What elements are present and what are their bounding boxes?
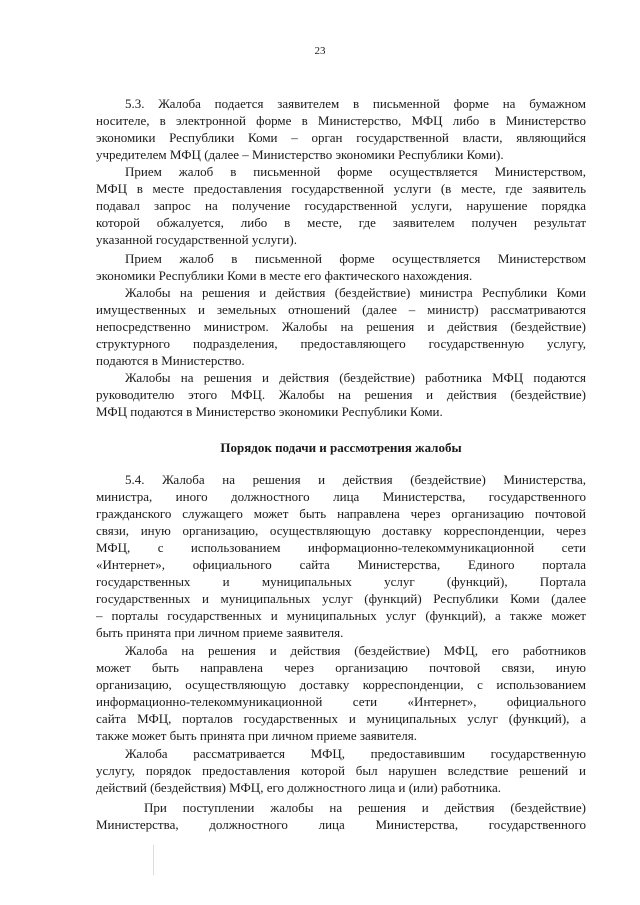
text-line: государственных и муниципальных услуг (функций) Республики Коми (далее [96, 591, 586, 606]
text-line: Прием жалоб в письменной форме осуществляется Министерством, [125, 164, 586, 179]
text-line: экономики Республики Коми в месте его фактического нахождения. [96, 268, 473, 283]
text-line: 5.4. Жалоба на решения и действия (бездействие) Министерства, [125, 472, 586, 487]
text-line: непосредственно министром. Жалобы на решения и действия (бездействие) [96, 319, 586, 334]
text-line: Министерства, должностного лица Министерства, государственного [96, 817, 586, 832]
text-line: МФЦ, с использованием информационно-телекоммуникационной сети [96, 540, 586, 555]
text-line: подавал запрос на получение государственной услуги, нарушение порядка [96, 198, 586, 213]
text-line: Прием жалоб в письменной форме осуществляется Министерством [125, 251, 586, 266]
text-line: Жалобы на решения и действия (бездействие) работника МФЦ подаются [125, 370, 586, 385]
text-line: услугу, порядок предоставления которой был нарушен вследствие решений и [96, 763, 586, 778]
text-line: «Интернет», официального сайта Министерства, Единого портала [96, 557, 586, 572]
page-number: 23 [314, 45, 326, 57]
text-line: Жалоба рассматривается МФЦ, предоставившим государственную [125, 746, 586, 761]
section-heading: Порядок подачи и рассмотрения жалобы [220, 440, 462, 455]
text-line: структурного подразделения, предоставляющего государственную услугу, [96, 336, 586, 351]
text-line: информационно-телекоммуникационной сети «Интернет», официального [96, 694, 586, 709]
text-line: руководителю этого МФЦ. Жалобы на решения и действия (бездействие) [96, 387, 586, 402]
text-line: МФЦ подаются в Министерство экономики Республики Коми. [96, 404, 443, 419]
text-line: также может быть принята при личном приеме заявителя. [96, 728, 418, 743]
text-line: может быть направлена через организацию почтовой связи, иную [96, 660, 586, 675]
text-line: экономики Республики Коми – орган государственной власти, являющийся [96, 130, 586, 145]
text-line: имущественных и земельных отношений (далее – министр) рассматриваются [96, 302, 586, 317]
text-line: указанной государственной услуги). [96, 232, 297, 247]
text-line: подаются в Министерство. [96, 353, 245, 368]
text-line: Жалобы на решения и действия (бездействие) министра Республики Коми [125, 285, 586, 300]
text-line: которой обжалуется, либо в месте, где заявителем получен результат [96, 215, 586, 230]
text-line: 5.3. Жалоба подается заявителем в письменной форме на бумажном [125, 96, 586, 111]
text-line: МФЦ в месте предоставления государственной услуги (в месте, где заявитель [96, 181, 586, 196]
scan-mark [153, 845, 154, 875]
text-line: сайта МФЦ, порталов государственных и муниципальных услуг (функций), а [96, 711, 586, 726]
text-line: При поступлении жалобы на решения и действия (бездействие) [144, 800, 586, 815]
text-line: министра, иного должностного лица Министерства, государственного [96, 489, 586, 504]
text-line: гражданского служащего может быть направлена через организацию почтовой [96, 506, 586, 521]
text-line: быть принята при личном приеме заявителя. [96, 625, 344, 640]
text-line: государственных и муниципальных услуг (функций), Портала [96, 574, 586, 589]
text-line: связи, иную организацию, осуществляющую доставку корреспонденции, через [96, 523, 586, 538]
text-line: учредителем МФЦ (далее – Министерство экономики Республики Коми). [96, 147, 504, 162]
text-line: действий (бездействия) МФЦ, его должностного лица и (или) работника. [96, 780, 501, 795]
text-line: Жалоба на решения и действия (бездействие) МФЦ, его работников [125, 643, 586, 658]
text-line: носителе, в электронной форме в Министерство, МФЦ либо в Министерство [96, 113, 586, 128]
text-line: – порталы государственных и муниципальных услуг (функций), а также может [96, 608, 586, 623]
text-line: организацию, осуществляющую доставку корреспонденции, с использованием [96, 677, 586, 692]
